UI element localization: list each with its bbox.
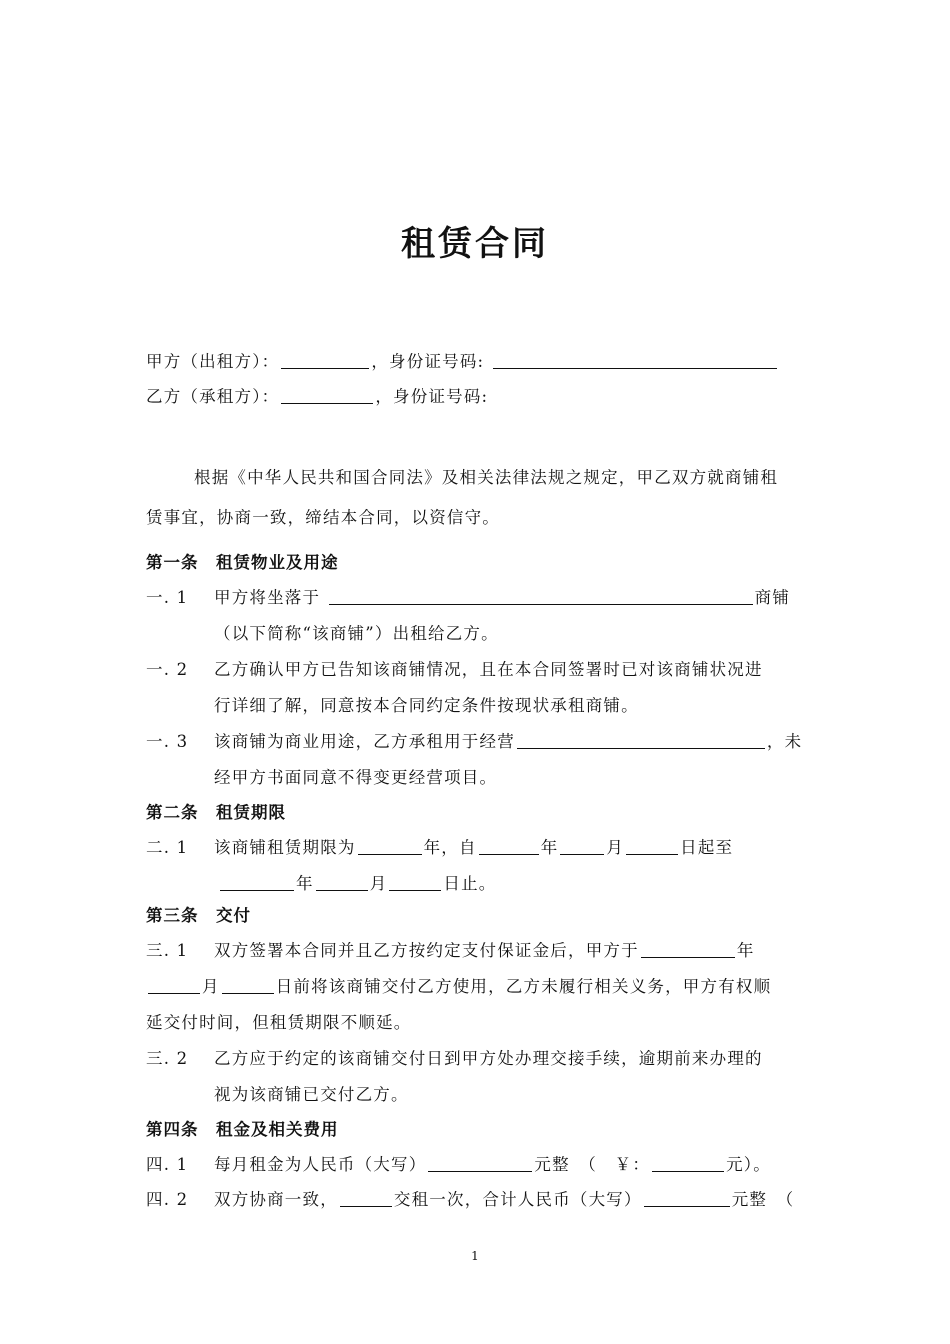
delivery-month-blank[interactable] [148,975,200,994]
clause-text: 月 [606,838,625,857]
clause-number: 一. 1 [146,588,189,607]
clause-text: 年，自 [423,838,477,857]
end-year-blank[interactable] [220,872,294,891]
document-title: 租赁合同 [401,224,549,264]
article4-clause1 [146,1153,771,1177]
clause-text: 元整 （ ￥： [534,1155,651,1174]
clause-text: 甲方将坐落于 [214,588,321,607]
start-month-blank[interactable] [560,836,604,855]
clause-text: 每月租金为人民币（大写） [214,1155,427,1174]
party-a-label: 甲方（出租方）： [146,352,280,371]
clause-number: 二. 1 [146,838,189,857]
lease-years-blank[interactable] [358,836,422,855]
clause-text: 日前将该商铺交付乙方使用，乙方未履行相关义务，甲方有权顺 [275,977,772,996]
article1-clause1 [146,586,790,610]
clause-text: 日起至 [680,838,734,857]
clause-number: 四. 2 [146,1190,189,1209]
clause-text: 乙方确认甲方已告知该商铺情况，且在本合同签署时已对该商铺状况进 [214,660,763,679]
clause-text: 元整 （ [731,1190,795,1209]
clause-text: 元）。 [726,1155,771,1174]
article1-clause3-line2: 经甲方书面同意不得变更经营项目。 [214,768,498,787]
article4-heading: 第四条 租金及相关费用 [146,1120,339,1139]
clause-text: ，未 [766,732,803,751]
article1-clause2 [146,658,763,682]
article3-clause2-line2: 视为该商铺已交付乙方。 [214,1085,409,1104]
party-b-id-label: ，身份证号码: [375,387,489,406]
preamble-line-2: 赁事宜，协商一致，缔结本合同，以资信守。 [146,508,500,527]
total-rent-words-blank[interactable] [644,1188,730,1207]
end-day-blank[interactable] [389,872,441,891]
article1-clause3 [146,730,802,754]
clause-text: 该商铺租赁期限为 [214,838,356,857]
clause-number: 三. 1 [146,941,189,960]
clause-text: 双方协商一致， [214,1190,338,1209]
party-a-id-label: ，身份证号码: [371,352,485,371]
article1-clause1-line2: （以下简称“该商铺”）出租给乙方。 [214,624,499,643]
article3-clause1 [146,939,755,963]
party-a-id-blank[interactable] [493,350,777,369]
property-location-blank[interactable] [329,586,753,605]
article1-clause2-line2: 行详细了解，同意按本合同约定条件按现状承租商铺。 [214,696,639,715]
start-day-blank[interactable] [626,836,678,855]
clause-text: 年 [296,874,314,893]
page-number: 1 [471,1249,479,1263]
article3-clause1-line2 [146,975,771,999]
party-b-line [146,385,488,409]
article2-clause1 [146,836,733,860]
clause-text: 交租一次，合计人民币（大写） [393,1190,642,1209]
clause-text: 商铺 [754,588,791,607]
article2-clause1-line2 [218,872,497,896]
party-b-label: 乙方（承租方）： [146,387,280,406]
monthly-rent-number-blank[interactable] [652,1153,724,1172]
clause-text: 月 [202,977,220,996]
clause-text: 日止。 [443,874,497,893]
clause-text: 乙方应于约定的该商铺交付日到甲方处办理交接手续，逾期前来办理的 [214,1049,763,1068]
payment-period-blank[interactable] [340,1188,392,1207]
clause-number: 一. 2 [146,660,189,679]
article2-heading: 第二条 租赁期限 [146,803,286,822]
clause-number: 一. 3 [146,732,189,751]
party-b-name-blank[interactable] [281,385,373,404]
clause-number: 三. 2 [146,1049,189,1068]
clause-text: 月 [369,874,388,893]
article4-clause2 [146,1188,794,1212]
clause-text: 该商铺为商业用途，乙方承租用于经营 [214,732,515,751]
start-year-blank[interactable] [479,836,539,855]
clause-number: 四. 1 [146,1155,189,1174]
article3-clause1-line3: 延交付时间，但租赁期限不顺延。 [146,1013,412,1032]
party-a-line [146,350,779,374]
clause-text: 年 [736,941,755,960]
monthly-rent-words-blank[interactable] [428,1153,532,1172]
article1-heading: 第一条 租赁物业及用途 [146,553,339,572]
end-month-blank[interactable] [316,872,368,891]
delivery-day-blank[interactable] [222,975,274,994]
article3-heading: 第三条 交付 [146,906,251,925]
article3-clause2 [146,1047,763,1071]
preamble-line-1: 根据《中华人民共和国合同法》及相关法律法规之规定，甲乙双方就商铺租 [194,468,779,487]
party-a-name-blank[interactable] [281,350,369,369]
clause-text: 年 [540,838,559,857]
clause-text: 双方签署本合同并且乙方按约定支付保证金后，甲方于 [214,941,639,960]
business-scope-blank[interactable] [517,730,765,749]
delivery-year-blank[interactable] [641,939,735,958]
